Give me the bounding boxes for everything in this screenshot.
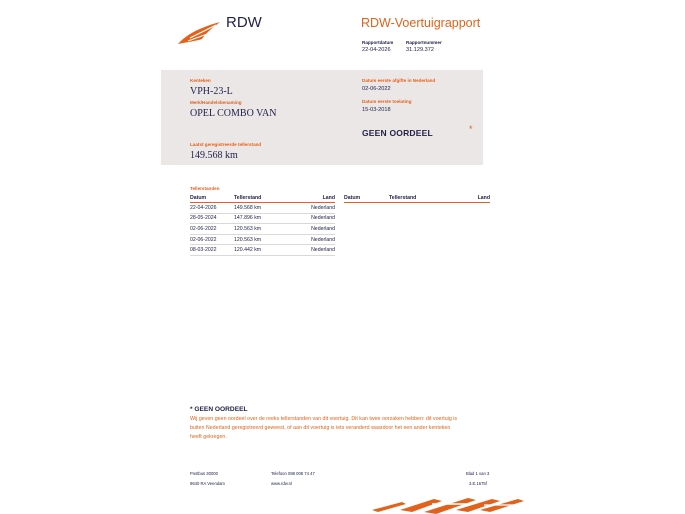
last-reading-value: 149.568 km: [190, 150, 238, 161]
footer-page: Blad 1 van 3: [466, 471, 490, 476]
report-title: RDW-Voertuigrapport: [361, 16, 481, 30]
verdict-text: GEEN OORDEEL: [362, 128, 433, 138]
row-country: Nederland: [290, 203, 335, 214]
report-number-label: Rapportnummer: [406, 40, 442, 45]
verdict-star: *: [469, 124, 473, 134]
note-line-2: buiten Nederland geregistreerd geweest, of aan dit voertuig is iets veranderd waardoor het een ander kenteken: [190, 425, 451, 431]
footer-stripes-icon: [372, 496, 526, 514]
row-reading: 120.563 km: [234, 234, 290, 245]
row-date: 02-06-2022: [190, 234, 234, 245]
row-country: Nederland: [290, 245, 335, 256]
footer-phone: Telefoon 088 008 74 47: [271, 471, 315, 476]
report-number: 31.129.372: [406, 47, 434, 53]
readings-table-left: [190, 194, 335, 256]
row-date: 02-06-2022: [190, 224, 234, 235]
table-row: [190, 245, 335, 256]
logo-text: RDW: [226, 14, 262, 31]
first-admission-value: 15-03-2018: [362, 107, 391, 113]
readings-table-right: [344, 194, 490, 203]
last-reading-label: Laatst geregistreerde tellerstand: [190, 142, 262, 147]
note-line-1: Wij geven geen oordeel over de reeks tellerstanden van dit voertuig. Dit kan twee oorzaken hebben: dit voertuig is: [190, 416, 458, 422]
first-nl-value: 02-06-2022: [362, 86, 391, 92]
make-value: OPEL COMBO VAN: [190, 108, 277, 119]
table-row: [190, 203, 335, 214]
report-date: 22-04-2026: [362, 47, 391, 53]
footer-web: www.rdw.nl: [271, 481, 292, 486]
plate-value: VPH-23-L: [190, 86, 233, 97]
table-row: [190, 224, 335, 235]
row-reading: 120.442 km: [234, 245, 290, 256]
row-country: Nederland: [290, 234, 335, 245]
col-reading: Tellerstand: [234, 194, 290, 203]
note-line-3: heeft gekregen.: [190, 434, 227, 440]
report-date-label: Rapportdatum: [362, 40, 394, 45]
first-nl-label: Datum eerste afgifte in Nederland: [362, 78, 436, 83]
rdw-logo-icon: [176, 19, 224, 47]
row-date: 22-04-2026: [190, 203, 234, 214]
footer-code: 3.E.1675f: [469, 481, 487, 486]
make-label: Merk/Handelsbenaming: [190, 100, 242, 105]
row-country: Nederland: [290, 224, 335, 235]
col-date: Datum: [344, 194, 389, 203]
footer-address-1: Postbus 30000: [190, 471, 218, 476]
row-reading: 147.896 km: [234, 213, 290, 224]
col-reading: Tellerstand: [389, 194, 445, 203]
footer-address-2: 9640 RA Veendam: [190, 481, 225, 486]
row-reading: 149.568 km: [234, 203, 290, 214]
row-date: 28-05-2024: [190, 213, 234, 224]
table-row: [190, 234, 335, 245]
note-title: * GEEN OORDEEL: [190, 406, 248, 413]
row-date: 08-03-2022: [190, 245, 234, 256]
col-country: Land: [290, 194, 335, 203]
col-date: Datum: [190, 194, 234, 203]
row-country: Nederland: [290, 213, 335, 224]
readings-section-label: Tellerstanden: [190, 186, 220, 191]
first-admission-label: Datum eerste toelating: [362, 99, 412, 104]
row-reading: 120.563 km: [234, 224, 290, 235]
plate-label: Kenteken: [190, 78, 211, 83]
col-country: Land: [445, 194, 490, 203]
table-row: [190, 213, 335, 224]
